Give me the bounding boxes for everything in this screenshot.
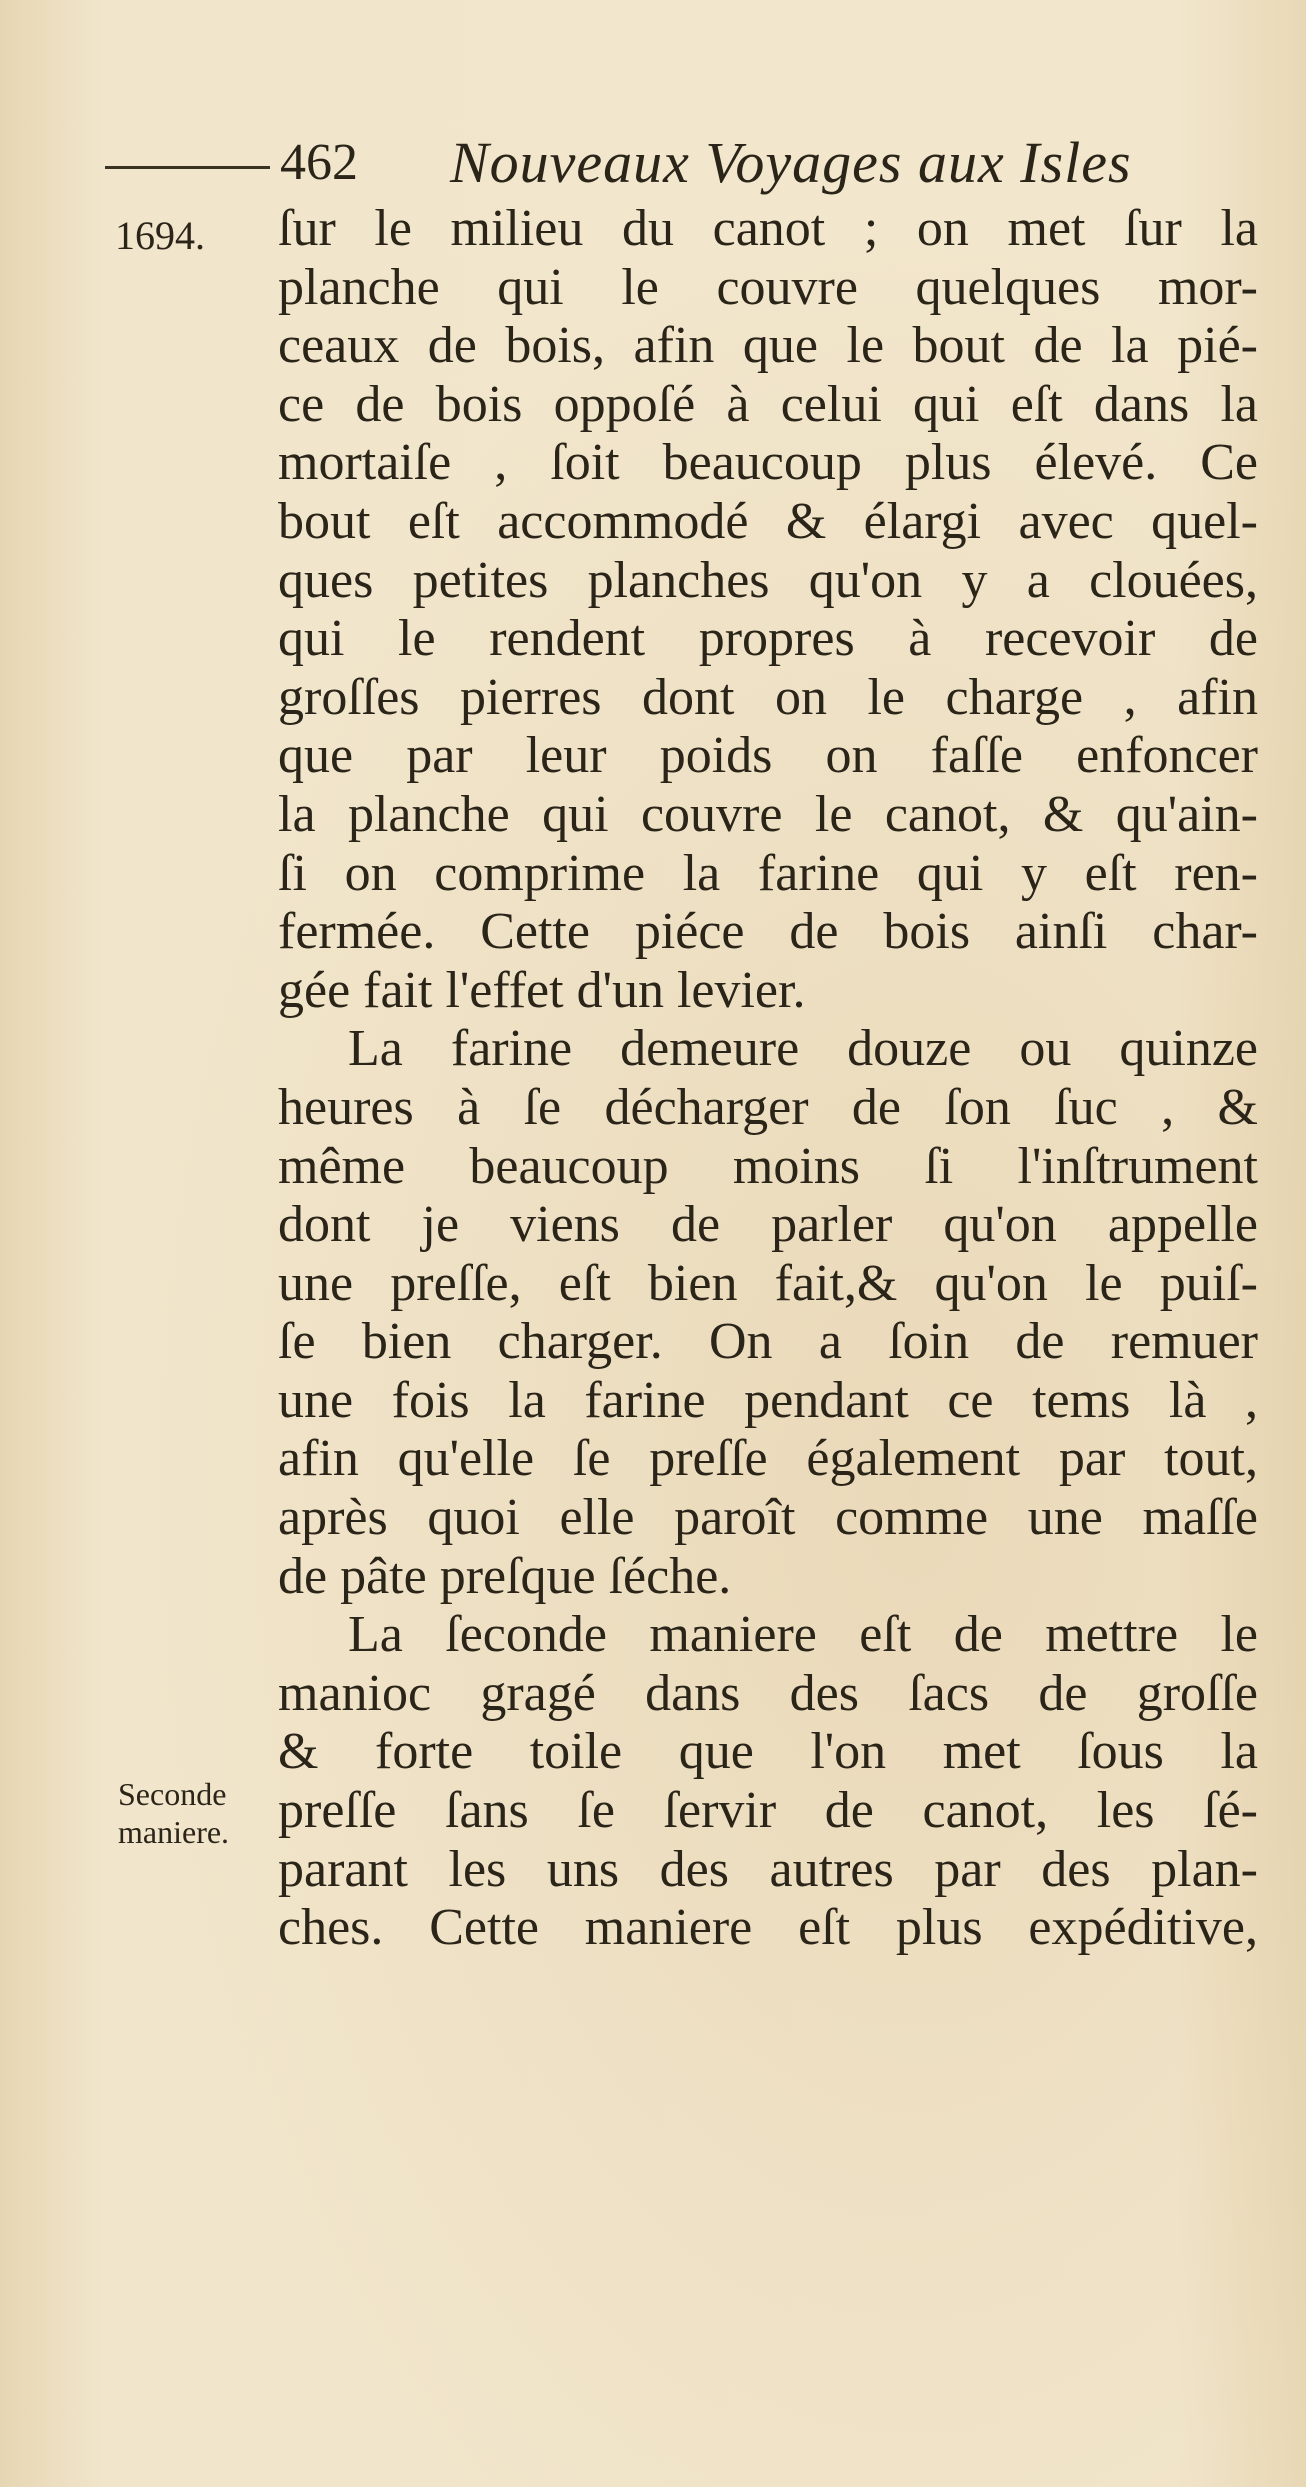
margin-year: 1694. [115,213,205,258]
text-line: ſur le milieu du canot ; on met ſur la [278,200,1258,257]
margin-note-line: maniere. [118,1814,230,1850]
text-line: ſe bien charger. On a ſoin de remuer [278,1313,1258,1371]
text-line: parant les uns des autres par des plan- [278,1840,1258,1898]
text-line: ques petites planches qu'on y a clouées, [278,551,1258,609]
text-line: manioc gragé dans des ſacs de groſſe [278,1664,1258,1722]
text-line: dont je viens de parler qu'on appelle [278,1196,1258,1254]
text-line: ceaux de bois, afin que le bout de la pié- [278,317,1258,375]
text-line: ce de bois oppoſé à celui qui eſt dans la [278,375,1258,433]
margin-note [118,1775,229,1851]
text-line: après quoi elle paroît comme une maſſe [278,1489,1258,1547]
text-line: qui le rendent propres à recevoir de [278,610,1258,668]
text-line: que par leur poids on faſſe enfoncer [278,727,1258,785]
text-line: une fois la farine pendant ce tems là , [278,1371,1258,1429]
text-line: mortaiſe , ſoit beaucoup plus élevé. Ce [278,434,1258,492]
text-line: une preſſe, eſt bien fait,& qu'on le puiſ- [278,1254,1258,1312]
text-line: heures à ſe décharger de ſon ſuc , & [278,1078,1258,1136]
text-line: de pâte preſque ſéche. [278,1547,732,1605]
text-line: ches. Cette maniere eſt plus expéditive, [278,1899,1258,1957]
text-line: groſſes pierres dont on le charge , afin [278,668,1258,726]
text-line: preſſe ſans ſe ſervir de canot, les ſé- [278,1782,1258,1840]
text-line: planche qui le couvre quelques mor- [278,258,1258,316]
body-text [278,200,1258,1958]
header-rule [105,166,270,169]
page-header [105,128,1225,198]
text-line: gée fait l'effet d'un levier. [278,961,806,1019]
text-line: bout eſt accommodé & élargi avec quel- [278,492,1258,550]
text-line: ſi on comprime la farine qui y eſt ren- [278,844,1258,902]
text-line: & forte toile que l'on met ſous la [278,1723,1258,1781]
running-title: Nouveaux Voyages aux Isles [450,130,1132,195]
text-line: La ſeconde maniere eſt de mettre le [348,1606,1258,1664]
text-line: La farine demeure douze ou quinze [348,1020,1258,1078]
page-number: 462 [280,134,358,191]
text-line: fermée. Cette piéce de bois ainſi char- [278,903,1258,961]
margin-note-line: Seconde [118,1776,227,1812]
text-line: même beaucoup moins ſi l'inſtrument [278,1137,1258,1195]
text-line: la planche qui couvre le canot, & qu'ain- [278,785,1258,843]
text-line: afin qu'elle ſe preſſe également par tout, [278,1430,1258,1488]
